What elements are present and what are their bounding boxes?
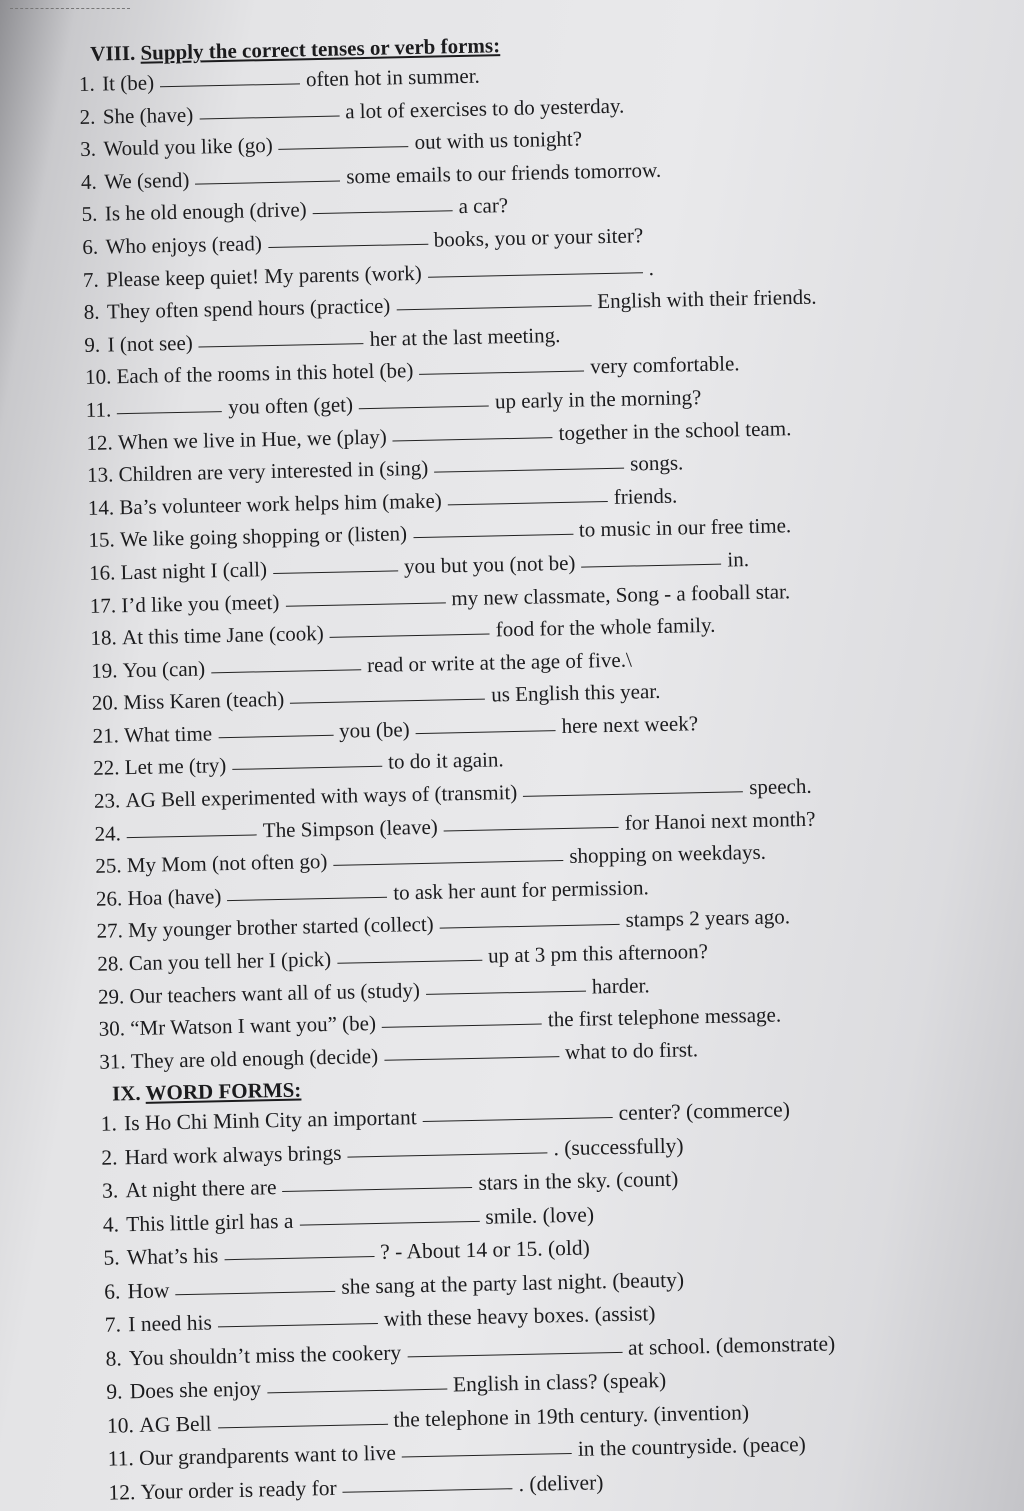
- answer-blank[interactable]: [396, 304, 591, 310]
- answer-blank[interactable]: [393, 436, 553, 441]
- answer-blank[interactable]: [440, 923, 620, 929]
- item-number: 10.: [106, 1413, 135, 1438]
- item-continuation: together in the school team.: [558, 415, 792, 445]
- item-number: 11.: [85, 397, 112, 422]
- item-continuation: in.: [727, 546, 750, 572]
- item-prompt: Your order is ready for: [140, 1475, 337, 1504]
- answer-blank[interactable]: [413, 533, 573, 538]
- item-continuation: with these heavy boxes. (assist): [383, 1301, 656, 1332]
- item-prompt: Is Ho Chi Minh City an important: [123, 1105, 417, 1136]
- item-prompt: She (have): [102, 102, 194, 129]
- item-continuation: the telephone in 19th century. (invention): [393, 1400, 750, 1432]
- item-continuation: a car?: [458, 193, 509, 219]
- answer-blank[interactable]: [218, 1322, 378, 1327]
- answer-blank[interactable]: [382, 1023, 542, 1028]
- item-continuation: a lot of exercises to do yesterday.: [344, 93, 625, 124]
- item-prompt: Miss Karen (teach): [123, 687, 285, 715]
- item-continuation: her at the last meeting.: [369, 322, 561, 351]
- item-prompt: “Mr Watson I want you” (be): [129, 1011, 377, 1041]
- item-prompt: Please keep quiet! My parents (work): [106, 260, 422, 292]
- answer-blank[interactable]: [299, 1220, 479, 1226]
- item-continuation: food for the whole family.: [495, 612, 716, 642]
- item-continuation: stars in the sky. (count): [478, 1167, 679, 1196]
- item-continuation: to do it again.: [387, 747, 504, 775]
- item-number: 6.: [82, 234, 99, 259]
- item-middle: The Simpson (leave): [262, 814, 439, 842]
- answer-blank[interactable]: [218, 1423, 388, 1429]
- answer-blank[interactable]: [523, 790, 743, 797]
- item-prompt: This little girl has a: [125, 1208, 294, 1237]
- item-continuation: in the countryside. (peace): [577, 1432, 807, 1462]
- item-number: 16.: [88, 560, 116, 585]
- item-prompt: How: [127, 1278, 170, 1304]
- item-continuation: she sang at the party last night. (beauty): [341, 1267, 685, 1299]
- item-continuation: to ask her aunt for permission.: [393, 875, 649, 905]
- answer-blank[interactable]: [227, 896, 387, 901]
- section-ix-roman: IX.: [111, 1081, 141, 1106]
- answer-blank[interactable]: [444, 826, 619, 832]
- answer-blank[interactable]: [407, 1351, 622, 1358]
- item-continuation: harder.: [591, 972, 650, 999]
- answer-blank[interactable]: [218, 734, 333, 738]
- item-prompt: Children are very interested in (sing): [118, 455, 429, 487]
- item-middle: you (be): [338, 717, 410, 743]
- item-prompt: You (can): [122, 656, 206, 682]
- answer-blank[interactable]: [199, 114, 339, 119]
- top-scan-mark: [10, 8, 130, 10]
- item-number: 12.: [86, 429, 113, 455]
- answer-blank[interactable]: [348, 1151, 548, 1157]
- item-number: 3.: [101, 1178, 119, 1204]
- item-number: 28.: [97, 951, 124, 976]
- item-prompt: When we live in Hue, we (play): [117, 424, 387, 454]
- item-continuation: out with us tonight?: [414, 126, 583, 155]
- item-number: 17.: [89, 592, 117, 618]
- answer-blank[interactable]: [416, 729, 556, 734]
- item-continuation: the first telephone message.: [547, 1002, 782, 1032]
- item-continuation: for Hanoi next month?: [624, 806, 816, 835]
- item-prompt: They often spend hours (practice): [106, 293, 391, 324]
- item-prompt: My younger brother started (collect): [127, 912, 434, 943]
- item-number: 6.: [103, 1279, 121, 1304]
- answer-blank[interactable]: [402, 1452, 572, 1458]
- item-number: 30.: [98, 1016, 126, 1041]
- item-prompt: Ba’s volunteer work helps him (make): [119, 488, 442, 519]
- answer-blank[interactable]: [211, 668, 361, 673]
- item-prompt: Would you like (go): [103, 133, 273, 161]
- item-prompt: Let me (try): [124, 753, 227, 780]
- item-number: 20.: [91, 690, 119, 716]
- answer-blank[interactable]: [333, 859, 563, 866]
- item-number: 5.: [81, 202, 98, 227]
- item-prompt: I (not see): [107, 330, 194, 357]
- item-continuation: ? - About 14 or 15. (old): [379, 1235, 591, 1265]
- item-prompt: What’s his: [126, 1243, 219, 1270]
- item-number: 15.: [88, 527, 115, 553]
- item-number: 21.: [92, 723, 120, 748]
- item-continuation: shopping on weekdays.: [569, 840, 767, 869]
- item-continuation: English in class? (speak): [452, 1368, 667, 1397]
- item-continuation: often hot in summer.: [305, 63, 481, 92]
- item-prompt: I need his: [128, 1310, 213, 1337]
- item-number: 5.: [103, 1245, 120, 1271]
- item-number: 9.: [84, 332, 101, 357]
- answer-blank[interactable]: [337, 959, 482, 964]
- answer-blank[interactable]: [290, 698, 485, 704]
- item-continuation: up at 3 pm this afternoon?: [487, 939, 709, 968]
- item-prompt: It (be): [101, 70, 155, 96]
- section-viii: [78, 21, 1000, 1078]
- answer-blank[interactable]: [330, 633, 490, 638]
- item-continuation: very comfortable.: [590, 351, 740, 379]
- answer-blank[interactable]: [160, 82, 300, 87]
- answer-blank[interactable]: [434, 467, 624, 473]
- item-number: 8.: [105, 1346, 122, 1371]
- item-number: 2.: [101, 1145, 118, 1170]
- answer-blank[interactable]: [267, 1388, 447, 1394]
- item-prompt: We (send): [103, 167, 190, 194]
- item-number: 9.: [106, 1379, 123, 1405]
- section-viii-roman: VIII.: [90, 40, 136, 66]
- item-continuation: what to do first.: [564, 1037, 699, 1064]
- item-number: 4.: [102, 1212, 120, 1237]
- item-number: 29.: [97, 983, 125, 1009]
- answer-blank[interactable]: [117, 410, 222, 414]
- item-continuation: up early in the morning?: [494, 384, 702, 414]
- answer-blank[interactable]: [224, 1255, 374, 1260]
- item-continuation: English with their friends.: [596, 284, 817, 314]
- item-continuation: my new classmate, Song - a fooball star.: [451, 578, 791, 610]
- answer-blank[interactable]: [313, 210, 453, 215]
- answer-blank[interactable]: [279, 145, 409, 150]
- answer-blank[interactable]: [232, 765, 382, 770]
- item-number: 7.: [82, 267, 100, 292]
- item-number: 1.: [78, 71, 95, 96]
- item-continuation: . (successfully): [553, 1133, 684, 1161]
- item-prompt: AG Bell experimented with ways of (transmit): [125, 780, 518, 813]
- answer-blank[interactable]: [384, 1055, 559, 1061]
- item-continuation: here next week?: [561, 711, 699, 738]
- answer-blank[interactable]: [127, 833, 257, 838]
- item-prompt: Hoa (have): [127, 884, 222, 910]
- item-prompt: My Mom (not often go): [126, 849, 328, 878]
- item-continuation: some emails to our friends tomorrow.: [346, 157, 662, 189]
- answer-blank[interactable]: [423, 1116, 613, 1122]
- answer-blank[interactable]: [273, 569, 398, 574]
- item-number: 27.: [96, 918, 124, 944]
- item-continuation: smile. (love): [485, 1202, 595, 1229]
- section-ix-title: WORD FORMS:: [145, 1077, 302, 1106]
- item-prompt: I’d like you (meet): [121, 589, 280, 617]
- item-continuation: at school. (demonstrate): [627, 1331, 836, 1360]
- item-continuation: read or write at the age of five.\: [366, 647, 633, 677]
- answer-blank[interactable]: [428, 271, 643, 278]
- item-prompt: They are old enough (decide): [130, 1043, 379, 1073]
- item-prompt: Each of the rooms in this hotel (be): [116, 358, 414, 389]
- item-number: 19.: [90, 658, 118, 683]
- item-number: 12.: [108, 1480, 136, 1505]
- item-continuation: .: [648, 255, 655, 280]
- item-prompt: We like going shopping or (listen): [119, 521, 408, 552]
- item-number: 10.: [84, 364, 112, 390]
- item-number: 2.: [79, 104, 96, 129]
- section-viii-title: Supply the correct tenses or verb forms:: [140, 33, 501, 65]
- answer-blank[interactable]: [285, 601, 445, 606]
- answer-blank[interactable]: [419, 370, 584, 375]
- item-number: 14.: [87, 495, 115, 520]
- item-middle: you often (get): [227, 392, 354, 419]
- item-continuation: to music in our free time.: [578, 513, 792, 542]
- item-number: 7.: [104, 1312, 122, 1338]
- answer-blank[interactable]: [199, 342, 364, 347]
- item-continuation: books, you or your siter?: [433, 223, 644, 252]
- item-prompt: At this time Jane (cook): [121, 621, 325, 650]
- answer-blank[interactable]: [359, 404, 489, 409]
- item-continuation: center? (commerce): [618, 1097, 791, 1126]
- answer-blank[interactable]: [581, 563, 721, 568]
- item-middle: you but you (not be): [403, 550, 576, 579]
- item-number: 23.: [93, 788, 121, 813]
- item-prompt: What time: [123, 721, 213, 748]
- item-prompt: Last night I (call): [120, 557, 268, 585]
- item-continuation: songs.: [629, 450, 684, 476]
- item-number: 22.: [93, 755, 120, 781]
- item-prompt: Does she enjoy: [129, 1376, 262, 1404]
- item-number: 24.: [94, 820, 122, 846]
- item-continuation: speech.: [748, 773, 812, 800]
- answer-blank[interactable]: [268, 243, 428, 248]
- item-prompt: Hard work always brings: [124, 1140, 342, 1170]
- item-number: 31.: [99, 1049, 126, 1074]
- item-prompt: Who enjoys (read): [105, 231, 263, 259]
- item-number: 11.: [107, 1446, 135, 1472]
- answer-blank[interactable]: [343, 1487, 513, 1493]
- item-prompt: You shouldn’t miss the cookery: [128, 1340, 402, 1371]
- item-continuation: stamps 2 years ago.: [625, 904, 791, 933]
- item-continuation: us English this year.: [490, 679, 661, 707]
- item-number: 13.: [86, 462, 114, 488]
- item-prompt: Our grandparents want to live: [138, 1441, 397, 1471]
- item-prompt: Our teachers want all of us (study): [129, 977, 421, 1008]
- item-prompt: Can you tell her I (pick): [128, 946, 332, 976]
- item-number: 26.: [95, 886, 123, 911]
- answer-blank[interactable]: [426, 989, 586, 994]
- item-number: 3.: [80, 136, 97, 162]
- item-number: 4.: [80, 169, 97, 194]
- item-prompt: At night there are: [125, 1175, 277, 1203]
- item-number: 18.: [90, 625, 118, 650]
- item-number: 1.: [100, 1111, 118, 1137]
- item-number: 25.: [95, 853, 122, 879]
- item-number: 8.: [83, 299, 100, 325]
- item-continuation: friends.: [613, 483, 678, 509]
- answer-blank[interactable]: [175, 1290, 335, 1295]
- answer-blank[interactable]: [195, 179, 340, 184]
- item-continuation: . (deliver): [518, 1470, 604, 1496]
- item-prompt: AG Bell: [139, 1411, 212, 1437]
- item-prompt: Is he old enough (drive): [104, 197, 307, 226]
- answer-blank[interactable]: [448, 500, 608, 505]
- answer-blank[interactable]: [283, 1186, 473, 1192]
- worksheet: [78, 21, 1009, 1510]
- section-ix: [100, 1061, 1009, 1510]
